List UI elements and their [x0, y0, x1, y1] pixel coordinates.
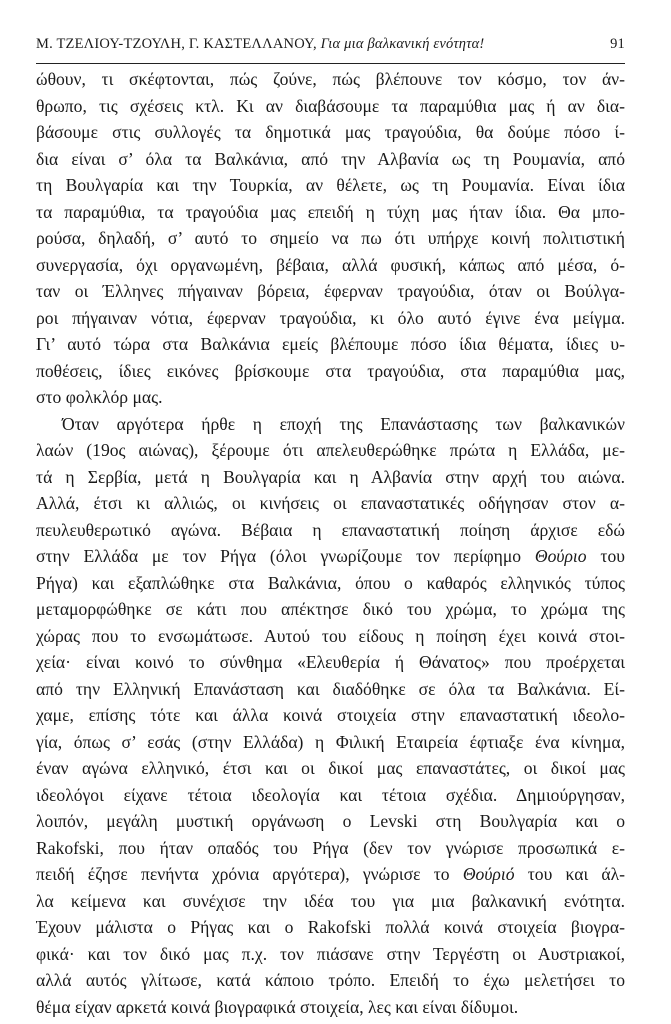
text-segment: συνεργασία, όχι οργανωμένη, βέβαια, αλλά φυσική, κάπως από μέσα, ό- — [36, 254, 625, 275]
text-line — [36, 861, 625, 888]
text-segment: πειδή έζησε πενήντα χρόνια αργότερα), γνώρισε το — [36, 864, 463, 884]
text-segment: από την Ελληνική Επανάσταση και διαδόθηκε σε όλα τα Βαλκάνια. Εί- — [36, 678, 625, 699]
text-segment: ροι πήγαιναν νότια, έφερναν τραγούδια, κι όλο αυτό έγινε ένα μείγμα. — [36, 307, 625, 328]
text-segment: θέμα είχαν αρκετά κοινά βιογραφικά στοιχεία, λες και είναι δίδυμοι. — [36, 996, 519, 1017]
text-line — [36, 411, 625, 438]
text-segment: Αλλά, έτσι κι αλλιώς, οι κινήσεις οι επαναστατικές οδήγησαν στον α- — [36, 493, 625, 513]
text-line — [36, 755, 625, 782]
text-line — [36, 225, 625, 252]
text-segment: χεία· είναι κοινό το σύνθημα «Ελευθερία ή Θάνατος» που προέρχεται — [36, 652, 625, 672]
running-header — [36, 36, 625, 58]
text-line — [36, 782, 625, 809]
text-line — [36, 517, 625, 544]
text-line — [36, 702, 625, 729]
text-segment: λαών (19ος αιώνας), ξέρουμε ότι απελευθερώθηκε πρώτα η Ελλάδα, με- — [36, 440, 625, 460]
header-authors: Μ. ΤΖΕΛΙΟΥ-ΤΖΟΥΛΗ, Γ. ΚΑΣΤΕΛΛΑΝΟΥ, — [36, 36, 317, 52]
text-line — [36, 93, 625, 120]
header-title: Για μια βαλκανική ενότητα! — [320, 36, 485, 52]
text-segment: φικά· και τον δικό μας π.χ. τον πιάσανε στην Τεργέστη οι Αυστριακοί, — [36, 943, 625, 964]
text-line — [36, 914, 625, 941]
text-segment: λα κείμενα και συνέχισε την ιδέα του για μια βαλκανική ενότητα. — [36, 890, 625, 911]
text-segment: τα παραμύθια, τα τραγούδια μας επειδή η τύχη μας ήταν ίδια. Θα μπο- — [36, 201, 625, 222]
text-line — [36, 305, 625, 332]
text-segment: Ρήγα) και εξαπλώθηκε στα Βαλκάνια, όπου ο καθαρός ελληνικός τύπος — [36, 572, 625, 593]
text-line — [36, 649, 625, 676]
text-segment: βάσουμε στις συλλογές τα δημοτικά μας τραγούδια, θα δούμε πόσο ί- — [36, 122, 625, 142]
text-line — [36, 994, 625, 1021]
text-line — [36, 437, 625, 464]
text-segment: ρούσα, δηλαδή, σ’ αυτό το σημείο να πω ότι υπήρχε κοινή πολιτιστική — [36, 228, 625, 248]
header-rule — [36, 63, 625, 64]
text-line — [36, 676, 625, 703]
paragraph — [36, 66, 625, 411]
text-segment: στην Ελλάδα με τον Ρήγα (όλοι γνωρίζουμε τον περίφημο — [36, 546, 535, 566]
text-line — [36, 331, 625, 358]
text-segment: πευλευθερωτικό αγώνα. Βέβαια η επαναστατική ποίηση άρχισε εδώ — [36, 519, 625, 540]
text-segment: ποθέσεις, ίδιες εικόνες βρίσκουμε στα τραγούδια, στα παραμύθια μας, — [36, 360, 625, 381]
page-number: 91 — [610, 36, 625, 52]
text-line — [36, 384, 625, 411]
text-segment: τη Βουλγαρία και την Τουρκία, αν θέλετε, ως τη Ρουμανία. Είναι ίδια — [36, 175, 625, 195]
body-text — [36, 66, 625, 1020]
text-segment: έναν αγώνα ελληνικό, έτσι και οι δικοί μας επαναστάτες, οι δικοί μας — [36, 758, 625, 778]
text-line — [36, 464, 625, 491]
running-head — [36, 36, 484, 53]
text-line — [36, 835, 625, 862]
paragraph — [36, 411, 625, 1021]
text-segment: μεταμορφώθηκε σε κάτι που απέκτησε δικό του χρώμα, το χρώμα της — [36, 599, 625, 619]
text-segment: λοιπόν, μεγάλη μυστική οργάνωση ο Levski στη Βουλγαρία και ο — [36, 811, 625, 831]
text-line — [36, 278, 625, 305]
text-line — [36, 596, 625, 623]
text-segment: χαμε, επίσης τότε και άλλα κοινά στοιχεία στην επαναστατική ιδεολο- — [36, 705, 625, 725]
italic-title: Θούριο — [534, 546, 587, 566]
text-line — [36, 252, 625, 279]
text-segment: τά η Σερβία, μετά η Βουλγαρία και η Αλβανία στην αρχή του αιώνα. — [36, 466, 625, 487]
text-line — [36, 199, 625, 226]
text-line — [36, 570, 625, 597]
text-line — [36, 729, 625, 756]
italic-title: Θούριό — [462, 864, 515, 884]
text-line — [36, 358, 625, 385]
text-line — [36, 941, 625, 968]
text-segment: Έχουν μάλιστα ο Ρήγας και ο Rakofski πολλά κοινά στοιχεία βιογρα- — [36, 917, 625, 937]
text-line — [36, 172, 625, 199]
text-line — [36, 888, 625, 915]
text-segment: Γι’ αυτό τώρα στα Βαλκάνια εμείς βλέπουμε πόσο ίδια θέματα, ίδιες υ- — [36, 334, 625, 354]
text-segment: του και άλ- — [514, 864, 625, 884]
text-line — [36, 623, 625, 650]
text-line — [36, 146, 625, 173]
text-segment: ταν οι Έλληνες πήγαιναν βόρεια, έφερναν τραγούδια, όταν οι Βούλγα- — [36, 281, 625, 301]
text-segment: γία, όπως σ’ εσάς (στην Ελλάδα) η Φιλική Εταιρεία έφτιαξε ένα κίνημα, — [36, 731, 625, 752]
text-segment: ιδεολόγοι είχανε τέτοια ιδεολογία και τέτοια σχέδια. Δημιούργησαν, — [36, 784, 625, 805]
text-segment: του — [586, 546, 625, 566]
text-segment: ώθουν, τι σκέφτονται, πώς ζούνε, πώς βλέπουνε τον κόσμο, τον άν- — [36, 69, 625, 89]
text-segment: χώρας που το ενσωμάτωσε. Αυτού του είδους η ποίηση έχει κοινά στοι- — [36, 625, 625, 646]
text-line — [36, 119, 625, 146]
text-segment: Rakofski, που ήταν οπαδός του Ρήγα (δεν τον γνώρισε προσωπικά ε- — [36, 837, 625, 858]
text-segment: δια είναι σ’ όλα τα Βαλκάνια, από την Αλβανία ως τη Ρουμανία, από — [36, 148, 625, 169]
text-segment: στο φολκλόρ μας. — [36, 387, 163, 407]
text-line — [36, 490, 625, 517]
text-segment: θρωπο, τις σχέσεις κτλ. Κι αν διαβάσουμε τα παραμύθια μας ή αν δια- — [36, 95, 625, 116]
text-line — [36, 543, 625, 570]
text-segment: αλλά αυτός γλίτωσε, κατά κάποιο τρόπο. Επειδή το έχω μελετήσει το — [36, 970, 625, 990]
text-line — [36, 808, 625, 835]
text-line — [36, 66, 625, 93]
text-line — [36, 967, 625, 994]
text-segment: Όταν αργότερα ήρθε η εποχή της Επανάστασης των βαλκανικών — [62, 413, 625, 434]
